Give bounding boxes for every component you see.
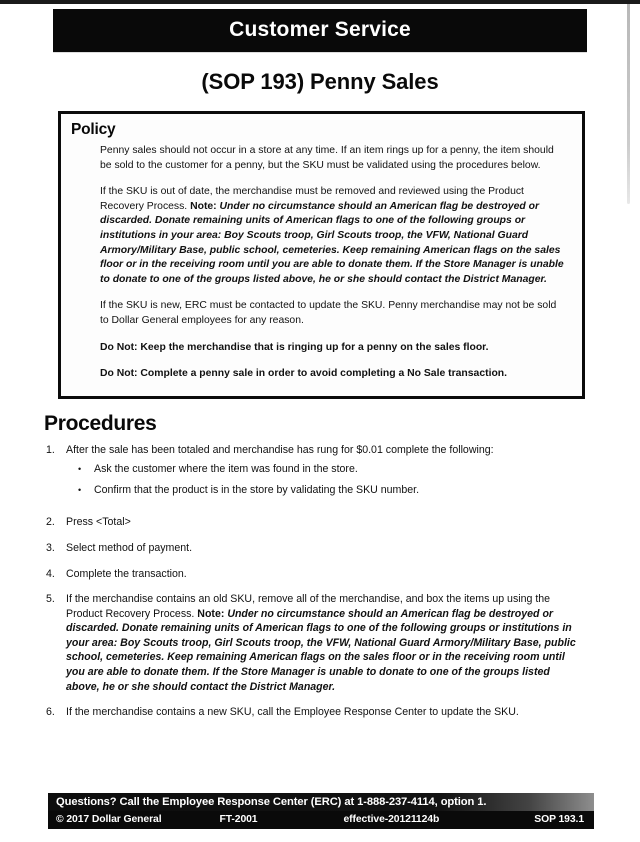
procedure-text bbox=[66, 443, 578, 505]
footer-meta-bar bbox=[48, 811, 594, 829]
policy-heading: Policy bbox=[71, 121, 116, 138]
footer-effective-date: effective-20121124b bbox=[343, 814, 440, 825]
list-item bbox=[66, 462, 578, 477]
procedure-item bbox=[44, 592, 578, 694]
procedure-note-body: Under no circumstance should an American flag be destroyed or discarded. Donate remaining units of American flags to one of the following groups or institutions in your area: Boy Scouts troop, Girl Scouts troop, the VFW, National Guard Armory/Military Base, public school, cemeteries. Keep remaining American flags on the sales floor or in the receiving room until you are able to donate them. If the Store Manager is unable to donate to one of the groups listed above, he or she should contact the District Manager. bbox=[66, 607, 576, 693]
policy-paragraph-2 bbox=[100, 185, 566, 287]
procedures-list bbox=[44, 443, 578, 720]
procedure-number: 6. bbox=[46, 706, 55, 719]
procedure-item bbox=[44, 705, 578, 720]
policy-body bbox=[71, 144, 572, 382]
procedure-number: 4. bbox=[46, 567, 55, 580]
footer-copyright: © 2017 Dollar General bbox=[56, 814, 162, 825]
procedure-text-lead: If the merchandise contains an old SKU, remove all of the merchandise, and box the items up using the Product Recovery Process. bbox=[66, 593, 551, 620]
procedure-item bbox=[44, 443, 578, 505]
procedure-sub-list bbox=[66, 462, 578, 498]
procedure-number: 3. bbox=[46, 541, 55, 554]
procedure-text: If the merchandise contains a new SKU, call the Employee Response Center to update the SKU. bbox=[66, 706, 519, 719]
policy-paragraph-2-note-label: Note: bbox=[190, 200, 220, 212]
procedure-item bbox=[44, 567, 578, 582]
procedure-item bbox=[44, 515, 578, 530]
policy-paragraph-2-lead: If the SKU is out of date, the merchandise must be removed and reviewed using the Product Recovery Process. bbox=[100, 186, 524, 212]
questions-contact-bar: Questions? Call the Employee Response Center (ERC) at 1-888-237-4114, option 1. bbox=[48, 793, 594, 811]
procedures-heading: Procedures bbox=[44, 411, 157, 435]
bullet-icon: • bbox=[78, 464, 82, 475]
policy-paragraph-1: Penny sales should not occur in a store at any time. If an item rings up for a penny, the item should be sold to the customer for a penny, but the SKU must be validated using the procedures below. bbox=[100, 145, 554, 171]
list-item-label: Ask the customer where the item was found in the store. bbox=[94, 463, 358, 476]
procedure-text bbox=[66, 592, 578, 694]
document-footer bbox=[48, 793, 594, 829]
footer-sop-number: SOP 193.1 bbox=[534, 814, 584, 825]
procedure-text: Complete the transaction. bbox=[66, 567, 187, 580]
policy-do-not-2: Do Not: Complete a penny sale in order to avoid completing a No Sale transaction. bbox=[100, 368, 508, 380]
procedure-number: 2. bbox=[46, 516, 55, 529]
policy-box bbox=[58, 111, 585, 399]
procedure-text: Press <Total> bbox=[66, 516, 131, 529]
footer-form-number: FT-2001 bbox=[219, 814, 258, 825]
procedure-note-label: Note: bbox=[197, 607, 228, 620]
bullet-icon: • bbox=[78, 485, 82, 496]
list-item-label: Confirm that the product is in the store by validating the SKU number. bbox=[94, 484, 420, 497]
policy-do-not-1: Do Not: Keep the merchandise that is ringing up for a penny on the sales floor. bbox=[100, 341, 489, 353]
procedure-text: Select method of payment. bbox=[66, 541, 193, 554]
list-item bbox=[66, 483, 578, 498]
procedure-item bbox=[44, 541, 578, 556]
policy-paragraph-3: If the SKU is new, ERC must be contacted to update the SKU. Penny merchandise may not be sold to Dollar General employees for any reason. bbox=[100, 300, 557, 326]
policy-paragraph-2-note-body: Under no circumstance should an American flag be destroyed or discarded. Donate remaining units of American flags to one of the following groups or institutions in your area: Boy Scouts troop, Girl Scouts troop, the VFW, National Guard Armory/Military Base, public school, cemeteries. Keep remaining American flags on the sales floor or in the receiving room until you are able to donate them. If the Store Manager is unable to donate to one of the groups listed above, he or she should contact the District Manager. bbox=[100, 200, 564, 285]
document-banner-title: Customer Service bbox=[53, 9, 587, 52]
procedure-text-main: After the sale has been totaled and merchandise has rung for $0.01 complete the following: bbox=[66, 443, 494, 456]
document-subtitle: (SOP 193) Penny Sales bbox=[201, 69, 439, 94]
procedure-number: 1. bbox=[46, 443, 55, 456]
procedure-number: 5. bbox=[46, 593, 55, 606]
